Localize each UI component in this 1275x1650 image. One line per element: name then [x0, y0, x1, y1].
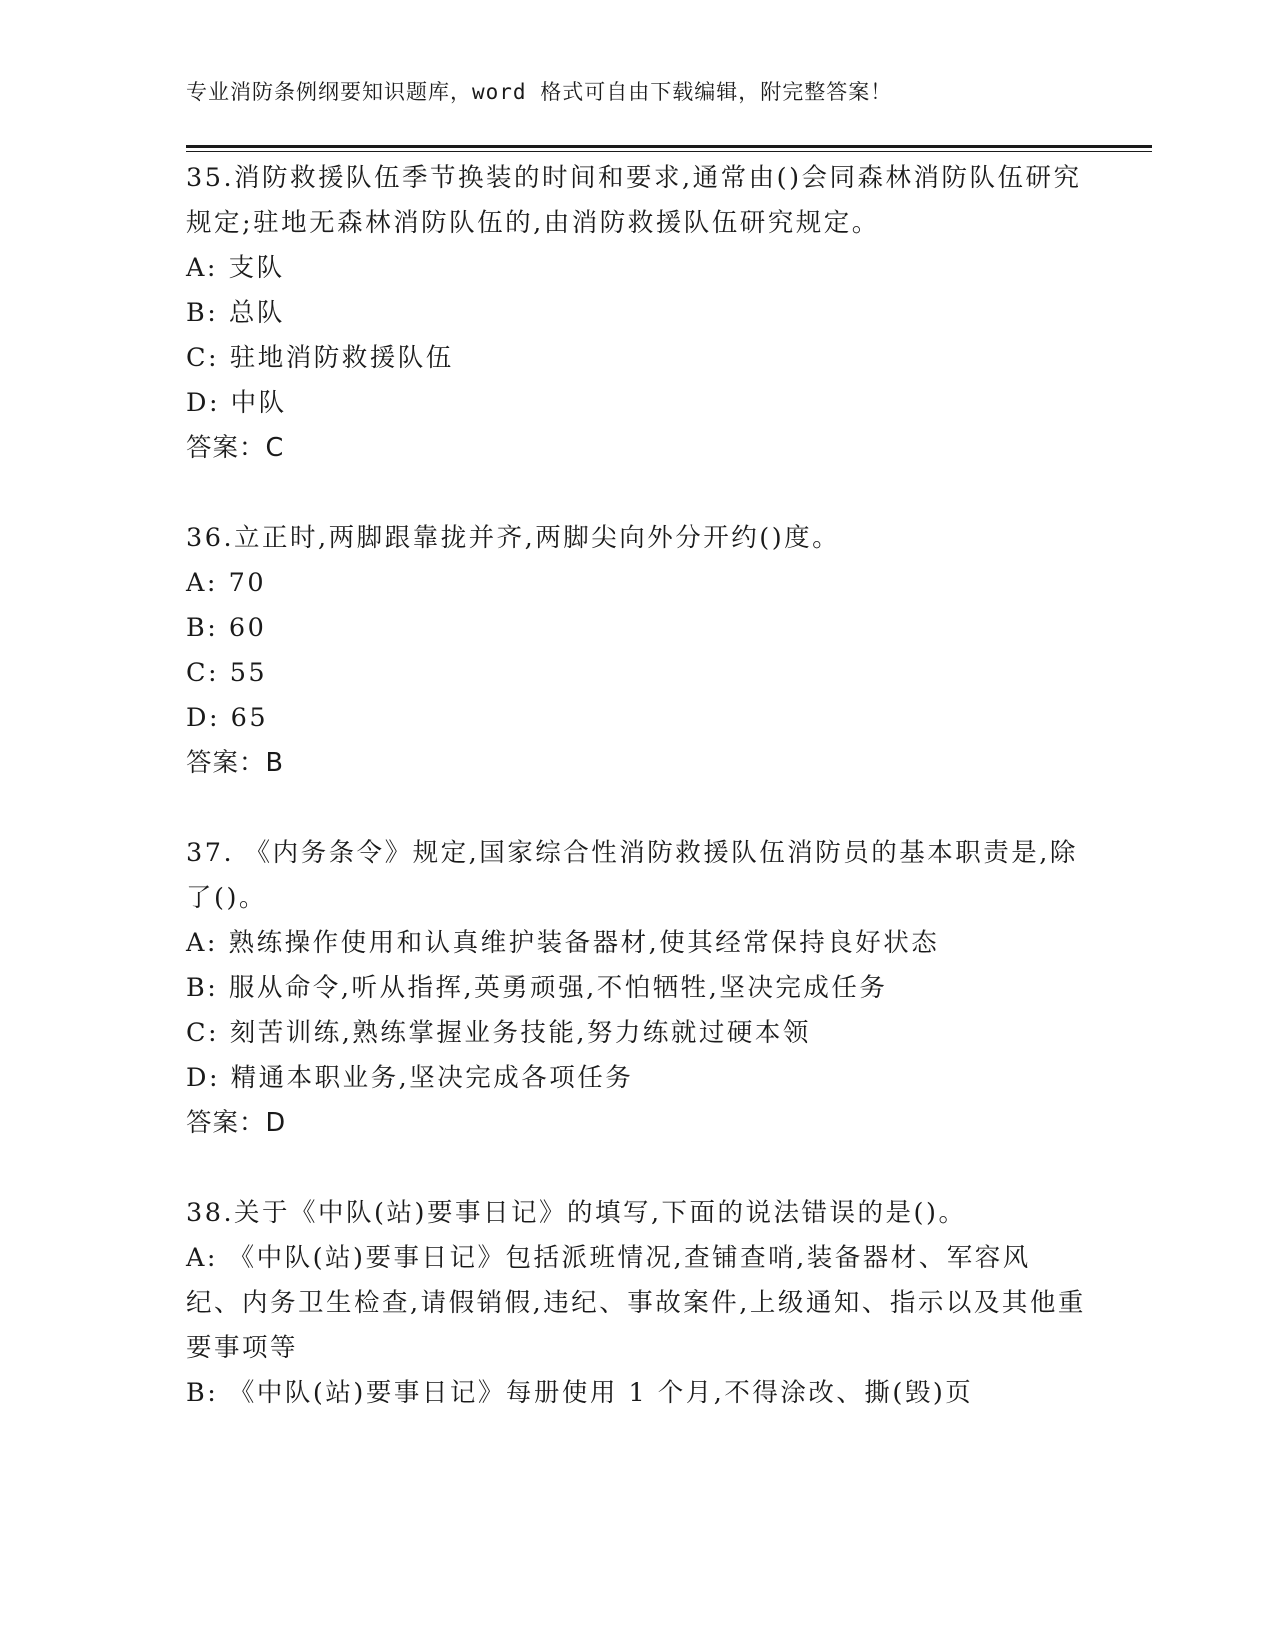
question-35: [186, 156, 1086, 471]
answer-label: 答案：D: [186, 1108, 287, 1138]
answer-label: 答案：C: [186, 433, 285, 463]
question-37: [186, 831, 1086, 1146]
header-rule-thin: [186, 151, 1152, 152]
option-b: B: 60: [186, 613, 267, 643]
option-d: D: 精通本职业务,坚决完成各项任务: [186, 1063, 634, 1093]
option-a: A: 《中队(站)要事日记》包括派班情况,查铺查哨,装备器材、军容风纪、内务卫生检查,请假销假,违纪、事故案件,上级通知、指示以及其他重要事项等: [186, 1243, 1086, 1363]
answer-label: 答案：B: [186, 748, 284, 778]
option-b: B: 总队: [186, 298, 285, 328]
question-38: [186, 1191, 1086, 1416]
question-list: [186, 156, 1086, 1416]
option-d: D: 65: [186, 703, 269, 733]
question-text: 36.立正时,两脚跟靠拢并齐,两脚尖向外分开约()度。: [186, 523, 841, 553]
option-b: B: 服从命令,听从指挥,英勇顽强,不怕牺牲,坚决完成任务: [186, 973, 888, 1003]
option-c: C: 55: [186, 658, 268, 688]
question-text: 38.关于《中队(站)要事日记》的填写,下面的说法错误的是()。: [186, 1198, 967, 1228]
question-text: 37. 《内务条令》规定,国家综合性消防救援队伍消防员的基本职责是,除了()。: [186, 838, 1078, 913]
option-c: C: 刻苦训练,熟练掌握业务技能,努力练就过硬本领: [186, 1018, 811, 1048]
option-d: D: 中队: [186, 388, 287, 418]
option-a: A: 支队: [186, 253, 285, 283]
option-c: C: 驻地消防救援队伍: [186, 343, 454, 373]
option-b: B: 《中队(站)要事日记》每册使用 1 个月,不得涂改、撕(毁)页: [186, 1378, 974, 1408]
option-a: A: 70: [186, 568, 267, 598]
question-text: 35.消防救援队伍季节换装的时间和要求,通常由()会同森林消防队伍研究规定;驻地无森林消防队伍的,由消防救援队伍研究规定。: [186, 163, 1082, 238]
question-36: [186, 516, 1086, 786]
header-rule-thick: [186, 145, 1152, 148]
page-header: 专业消防条例纲要知识题库，word 格式可自由下载编辑，附完整答案！: [186, 80, 893, 104]
option-a: A: 熟练操作使用和认真维护装备器材,使其经常保持良好状态: [186, 928, 940, 958]
